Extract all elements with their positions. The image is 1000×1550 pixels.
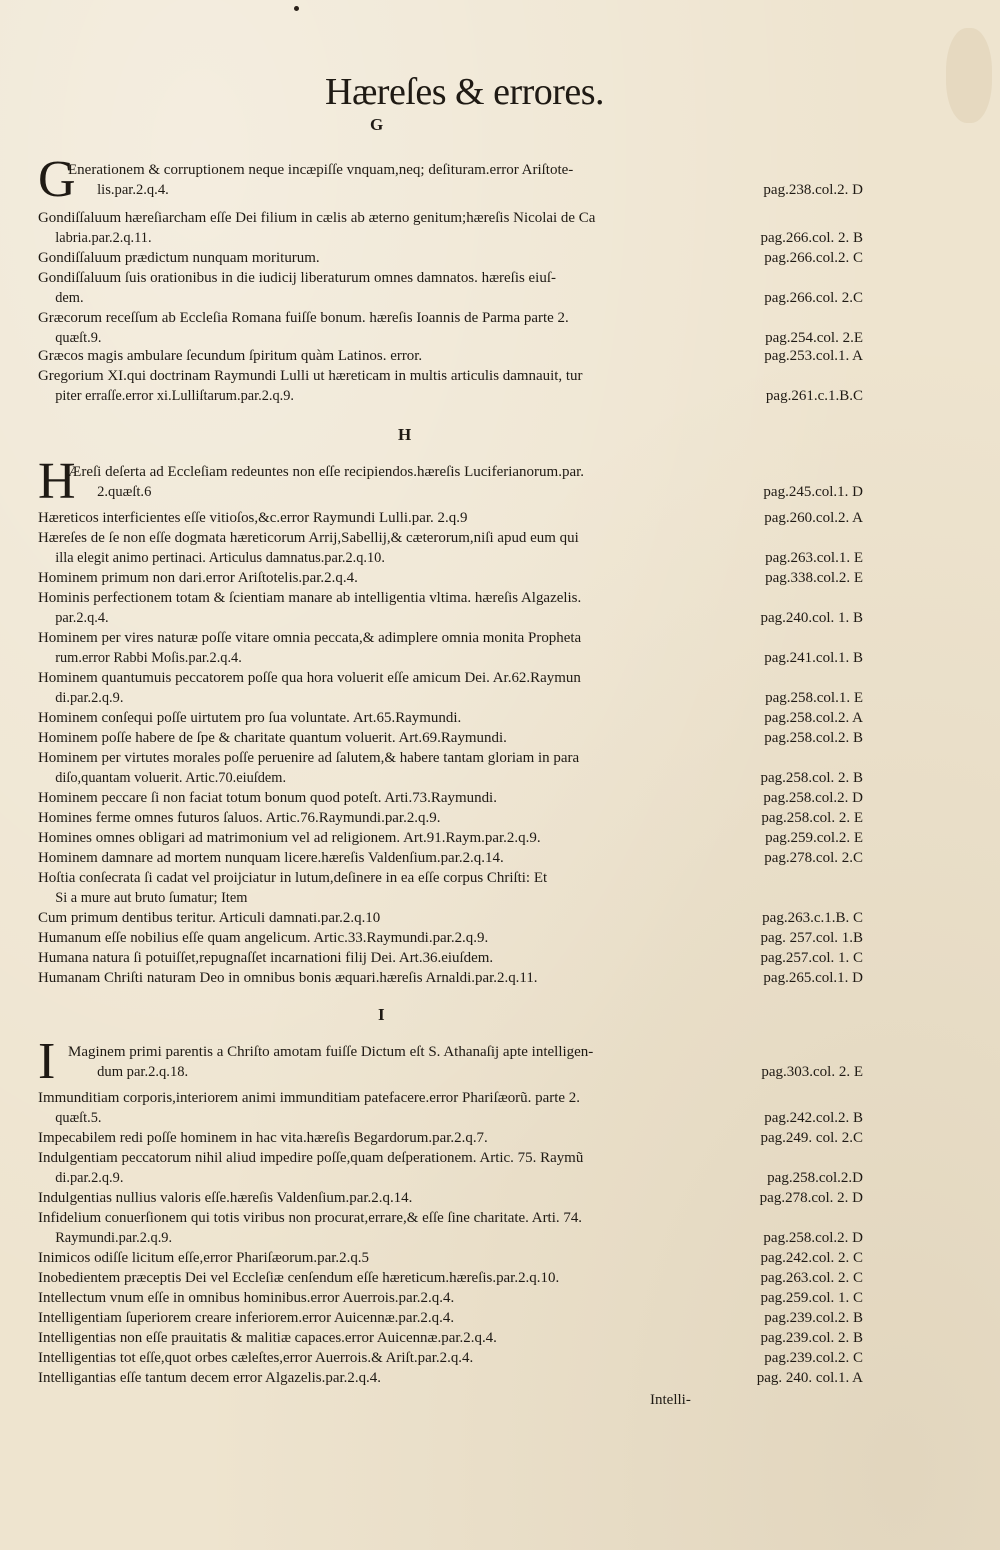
entry-line-1: Hominem per virtutes morales poſſe peruenire ad ſalutem,& habere tantam gloriam in para — [38, 750, 580, 766]
entry-line-2: piter erraſſe.error xi.Lulliſtarum.par.2.q.9. — [55, 388, 294, 404]
entry-text — [38, 708, 728, 728]
index-entry — [38, 1208, 863, 1248]
index-entry — [38, 528, 863, 568]
drop-capital: I — [38, 1033, 56, 1090]
entry-line-2: quæſt.5. — [55, 1110, 102, 1126]
index-entry — [38, 1088, 863, 1128]
index-entry — [38, 1128, 863, 1148]
page-reference: pag.338.col.2. E — [765, 570, 863, 586]
entry-text — [38, 908, 728, 928]
entry-text — [38, 588, 728, 628]
index-entry — [38, 208, 863, 248]
entry-text — [38, 1288, 728, 1308]
index-entry — [38, 1348, 863, 1368]
index-entry — [38, 151, 863, 208]
index-entry — [38, 1033, 863, 1090]
entry-text — [38, 668, 728, 708]
index-entry — [38, 788, 863, 808]
entry-text — [38, 366, 728, 406]
entry-line-1: Hæreſes de ſe non eſſe dogmata hæreticorum Arrij,Sabellij,& cæterorum,niſi apud eum qui — [38, 530, 579, 546]
entry-text — [38, 1148, 728, 1188]
page-reference: pag.239.col. 2. B — [760, 1330, 863, 1346]
section-letter-h: H — [398, 425, 412, 444]
page-reference: pag.263.col. 2. C — [760, 1270, 863, 1286]
entry-line-1: Hominis perfectionem totam & ſcientiam manare ab intelligentia vltima. hæreſis Algazelis. — [38, 590, 582, 606]
page-title: Hæreſes & errores. — [325, 71, 605, 113]
entry-text — [38, 248, 728, 268]
entry-text — [38, 748, 728, 788]
page-reference: pag.239.col.2. C — [764, 1350, 863, 1366]
entry-text — [38, 1308, 728, 1328]
entry-line-1: Inobedientem præceptis Dei vel Eccleſiæ cenſendum eſſe hæreticum.hæreſis.par.2.q.10. — [38, 1270, 560, 1286]
index-entry — [38, 968, 863, 988]
index-entry — [38, 728, 863, 748]
entry-line-2: Raymundi.par.2.q.9. — [55, 1230, 173, 1246]
index-entry — [38, 1188, 863, 1208]
entry-line-1: Maginem primi parentis a Chriſto amotam fuiſſe Dictum eſt S. Athanaſij apte intelligen- — [68, 1044, 594, 1060]
entry-line-1: Indulgentias nullius valoris eſſe.hæreſis Valdenſium.par.2.q.14. — [38, 1190, 413, 1206]
page-reference: pag.258.col. 2. B — [760, 770, 863, 786]
entry-text — [38, 728, 728, 748]
page-reference: pag.303.col. 2. E — [761, 1064, 863, 1080]
entry-line-1: Hominem conſequi poſſe uirtutem pro ſua voluntate. Art.65.Raymundi. — [38, 710, 462, 726]
entry-line-2: di.par.2.q.9. — [55, 690, 124, 706]
page-reference: pag.239.col.2. B — [764, 1310, 863, 1326]
entry-line-1: Gregorium XI.qui doctrinam Raymundi Lulli ut hæreticam in multis articulis damnauit, tur — [38, 368, 583, 384]
entry-line-1: Intelligentias tot eſſe,quot orbes cæleſtes,error Auerrois.& Ariſt.par.2.q.4. — [38, 1350, 474, 1366]
index-entry — [38, 868, 863, 908]
entry-line-1: Humanum eſſe nobilius eſſe quam angelicum. Artic.33.Raymundi.par.2.q.9. — [38, 930, 489, 946]
page-reference: pag.242.col.2. B — [764, 1110, 863, 1126]
page-reference: pag.257.col. 1. C — [760, 950, 863, 966]
index-entry — [38, 828, 863, 848]
entry-line-2: lis.par.2.q.4. — [97, 182, 169, 198]
page-reference: pag.265.col.1. D — [763, 970, 863, 986]
page-reference: pag.259.col.2. E — [765, 830, 863, 846]
drop-capital: G — [38, 151, 76, 208]
entry-text — [38, 828, 728, 848]
entry-text — [38, 1328, 728, 1348]
entry-line-1: Humanam Chriſti naturam Deo in omnibus bonis æquari.hæreſis Arnaldi.par.2.q.11. — [38, 970, 538, 986]
entry-text — [38, 1248, 728, 1268]
page-reference: pag.240.col. 1. B — [760, 610, 863, 626]
entry-line-1: Græcos magis ambulare ſecundum ſpiritum quàm Latinos. error. — [38, 348, 423, 364]
entry-line-2: dem. — [55, 290, 84, 306]
entry-text — [38, 453, 748, 510]
entry-line-1: Hominem primum non dari.error Ariſtotelis.par.2.q.4. — [38, 570, 358, 586]
entry-line-1: Hæreticos interficientes eſſe vitioſos,&c.error Raymundi Lulli.par. 2.q.9 — [38, 510, 468, 526]
entry-text — [38, 1033, 748, 1090]
entry-line-1: Impecabilem redi poſſe hominem in hac vita.hæreſis Begardorum.par.2.q.7. — [38, 1130, 488, 1146]
index-entry — [38, 1268, 863, 1288]
entry-line-1: Enerationem & corruptionem neque incæpiſſe vnquam,neq; deſituram.error Ariſtote- — [68, 162, 574, 178]
entry-line-1: Intelligentias non eſſe prauitatis & malitiæ capaces.error Auicennæ.par.2.q.4. — [38, 1330, 497, 1346]
page-reference: pag.258.col.2. B — [764, 730, 863, 746]
ink-mark — [294, 6, 299, 11]
page-reference: pag.261.c.1.B.C — [765, 388, 863, 404]
entry-line-1: Hominem poſſe habere de ſpe & charitate quantum voluerit. Art.69.Raymundi. — [38, 730, 507, 746]
entry-text — [38, 528, 728, 568]
index-entry — [38, 588, 863, 628]
entry-line-2: illa elegit animo pertinaci. Articulus damnatus.par.2.q.10. — [55, 550, 385, 566]
index-entry — [38, 1308, 863, 1328]
index-entry — [38, 366, 863, 406]
entry-line-1: Infidelium conuerſionem qui totis viribus non procurat,errare,& eſſe ſine charitate. Arti. 74. — [38, 1210, 583, 1226]
entry-text — [38, 1128, 728, 1148]
entry-line-2: par.2.q.4. — [55, 610, 109, 626]
paper-stain — [946, 28, 992, 123]
entry-line-2: diſo,quantam voluerit. Artic.70.eiuſdem. — [55, 770, 287, 786]
entry-text — [38, 1268, 728, 1288]
entry-line-1: Homines ferme omnes futuros ſaluos. Artic.76.Raymundi.par.2.q.9. — [38, 810, 441, 826]
entry-text — [38, 568, 728, 588]
entry-text — [38, 788, 728, 808]
page-reference: pag.278.col. 2. D — [759, 1190, 863, 1206]
entry-line-1: Æreſi deſerta ad Eccleſiam redeuntes non eſſe recipiendos.hæreſis Luciferianorum.par. — [68, 464, 585, 480]
entry-line-1: Intelligentiam ſuperiorem creare inferiorem.error Auicennæ.par.2.q.4. — [38, 1310, 455, 1326]
page-reference: pag.258.col.2.D — [767, 1170, 863, 1186]
entry-line-1: Græcorum receſſum ab Eccleſia Romana fuiſſe bonum. hæreſis Ioannis de Parma parte 2. — [38, 310, 569, 326]
page-reference: pag.258.col.2. D — [763, 790, 863, 806]
entry-text — [38, 1088, 728, 1128]
page-reference: pag.278.col. 2.C — [764, 850, 863, 866]
entry-line-1: Indulgentiam peccatorum nihil aliud impedire poſſe,quam deſperationem. Artic. 75. Raymũ — [38, 1150, 584, 1166]
index-entry — [38, 808, 863, 828]
page-reference: pag.258.col.1. E — [765, 690, 863, 706]
page-reference: pag.266.col. 2.C — [764, 290, 863, 306]
page-reference: pag.254.col. 2.E — [765, 330, 863, 346]
entry-text — [38, 1208, 728, 1248]
entry-line-1: Inimicos odiſſe licitum eſſe,error Phariſæorum.par.2.q.5 — [38, 1250, 370, 1266]
page-reference: pag. 240. col.1. A — [756, 1370, 863, 1386]
index-entry — [38, 308, 863, 348]
page-reference: pag.242.col. 2. C — [760, 1250, 863, 1266]
index-entry — [38, 928, 863, 948]
entry-line-1: Immunditiam corporis,interiorem animi immunditiam patefacere.error Phariſæorũ. parte 2. — [38, 1090, 580, 1106]
entry-text — [38, 308, 728, 348]
entry-text — [38, 1368, 728, 1388]
entry-line-1: Homines omnes obligari ad matrimonium vel ad religionem. Art.91.Raym.par.2.q.9. — [38, 830, 541, 846]
entry-text — [38, 1188, 728, 1208]
entry-line-1: Gondiſſaluum prædictum nunquam moriturum. — [38, 250, 320, 266]
entry-line-2: quæſt.9. — [55, 330, 102, 346]
entry-line-1: Hominem per vires naturæ poſſe vitare omnia peccata,& adimplere omnia monita Propheta — [38, 630, 582, 646]
entry-line-2: labria.par.2.q.11. — [55, 230, 152, 246]
entry-line-1: Intellectum vnum eſſe in omnibus hominibus.error Auerrois.par.2.q.4. — [38, 1290, 455, 1306]
index-entry — [38, 708, 863, 728]
index-entry — [38, 1248, 863, 1268]
page-reference: pag.263.col.1. E — [765, 550, 863, 566]
index-entry — [38, 848, 863, 868]
page-reference: pag. 257.col. 1.B — [760, 930, 863, 946]
drop-capital: H — [38, 453, 76, 510]
page-reference: pag.258.col. 2. E — [761, 810, 863, 826]
index-entry — [38, 1148, 863, 1188]
page-reference: pag.253.col.1. A — [764, 348, 863, 364]
page-reference: pag.263.c.1.B. C — [762, 910, 863, 926]
entry-line-1: Hoſtia conſecrata ſi cadat vel proijciatur in lutum,deſinere in ea eſſe corpus Chriſti: Et — [38, 870, 548, 886]
index-entry — [38, 346, 863, 366]
index-entry — [38, 668, 863, 708]
page-reference: pag.241.col.1. B — [764, 650, 863, 666]
index-entry — [38, 508, 863, 528]
section-letter-i: I — [378, 1005, 385, 1024]
entry-line-1: Humana natura ſi potuiſſet,repugnaſſet incarnationi filij Dei. Art.36.eiuſdem. — [38, 950, 494, 966]
entry-text — [38, 628, 728, 668]
entry-line-2: Si a mure aut bruto ſumatur; Item — [55, 890, 248, 906]
entry-text — [38, 346, 728, 366]
entry-text — [38, 208, 728, 248]
page-reference: pag.259.col. 1. C — [760, 1290, 863, 1306]
entry-text — [38, 808, 728, 828]
page-reference: pag.258.col.2. D — [763, 1230, 863, 1246]
index-entry — [38, 1288, 863, 1308]
page-reference: pag.260.col.2. A — [764, 510, 863, 526]
page-reference: pag.249. col. 2.C — [760, 1130, 863, 1146]
entry-line-1: Gondiſſaluum hæreſiarcham eſſe Dei filium in cælis ab æterno genitum;hæreſis Nicolai de Ca — [38, 210, 596, 226]
index-entry — [38, 453, 863, 510]
entry-line-2: dum par.2.q.18. — [97, 1064, 189, 1080]
entry-text — [38, 928, 728, 948]
index-entry — [38, 1368, 863, 1388]
page-reference: pag.266.col. 2. B — [760, 230, 863, 246]
entry-line-2: 2.quæſt.6 — [97, 484, 152, 500]
entry-line-1: Hominem quantumuis peccatorem poſſe qua hora voluerit eſſe amicum Dei. Ar.62.Raymun — [38, 670, 581, 686]
index-entry — [38, 568, 863, 588]
index-entry — [38, 628, 863, 668]
entry-line-1: Gondiſſaluum ſuis orationibus in die iudicij liberaturum omnes damnatos. hæreſis eiuſ- — [38, 270, 556, 286]
index-entry — [38, 748, 863, 788]
entry-line-1: Hominem damnare ad mortem nunquam licere.hæreſis Valdenſium.par.2.q.14. — [38, 850, 504, 866]
entry-line-1: Hominem peccare ſi non faciat totum bonum quod poteſt. Arti.73.Raymundi. — [38, 790, 497, 806]
entry-text — [38, 868, 728, 908]
page-reference: pag.266.col.2. C — [764, 250, 863, 266]
entry-text — [38, 968, 728, 988]
entry-text — [38, 508, 728, 528]
index-entry — [38, 948, 863, 968]
index-entry — [38, 1328, 863, 1348]
section-letter-g: G — [370, 115, 384, 134]
index-entry — [38, 248, 863, 268]
page-reference: pag.258.col.2. A — [764, 710, 863, 726]
entry-text — [38, 948, 728, 968]
entry-line-2: di.par.2.q.9. — [55, 1170, 124, 1186]
entry-text — [38, 848, 728, 868]
index-entry — [38, 268, 863, 308]
catchword: Intelli- — [650, 1392, 691, 1408]
page-reference: pag.238.col.2. D — [763, 182, 863, 198]
page-reference: pag.245.col.1. D — [763, 484, 863, 500]
entry-text — [38, 268, 728, 308]
entry-text — [38, 151, 748, 208]
index-entry — [38, 908, 863, 928]
entry-line-2: rum.error Rabbi Moſis.par.2.q.4. — [55, 650, 242, 666]
entry-text — [38, 1348, 728, 1368]
entry-line-1: Intelligantias eſſe tantum decem error Algazelis.par.2.q.4. — [38, 1370, 382, 1386]
entry-line-1: Cum primum dentibus teritur. Articuli damnati.par.2.q.10 — [38, 910, 381, 926]
